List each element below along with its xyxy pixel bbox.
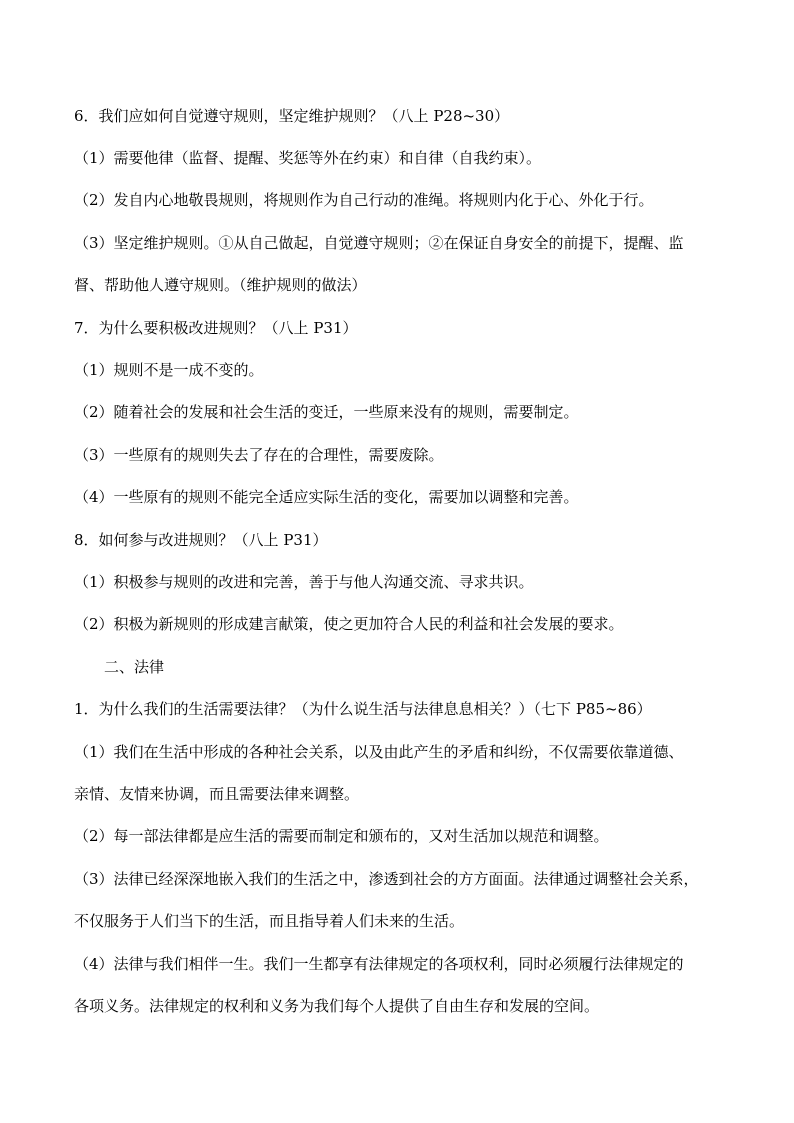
- question-7-answer-4: （4）一些原有的规则不能完全适应实际生活的变化，需要加以调整和完善。: [74, 488, 579, 506]
- question-7-answer-2: （2）随着社会的发展和社会生活的变迁，一些原来没有的规则，需要制定。: [74, 403, 579, 421]
- law-question-1-answer-1-line-2: 亲情、友情来协调，而且需要法律来调整。: [74, 785, 360, 803]
- question-8-answer-2: （2）积极为新规则的形成建言献策，使之更加符合人民的利益和社会发展的要求。: [74, 615, 624, 633]
- question-7-answer-3: （3）一些原有的规则失去了存在的合理性，需要废除。: [74, 446, 444, 464]
- question-8-answer-1: （1）积极参与规则的改进和完善，善于与他人沟通交流、寻求共识。: [74, 573, 534, 591]
- question-6-answer-2: （2）发自内心地敬畏规则，将规则作为自己行动的准绳。将规则内化于心、外化于行。: [74, 191, 654, 209]
- question-6-title: 6．我们应如何自觉遵守规则，坚定维护规则？（八上 P28~30）: [74, 107, 510, 125]
- law-question-1-answer-3-line-2: 不仅服务于人们当下的生活，而且指导着人们未来的生活。: [74, 912, 465, 930]
- question-7-title: 7．为什么要积极改进规则？（八上 P31）: [74, 319, 358, 337]
- section-heading-law: 二、法律: [104, 658, 165, 676]
- law-question-1-title: 1．为什么我们的生活需要法律？（为什么说生活与法律息息相关？）（七下 P85~86）: [74, 700, 652, 718]
- question-6-answer-1: （1）需要他律（监督、提醒、奖惩等外在约束）和自律（自我约束）。: [74, 149, 542, 167]
- law-question-1-answer-3-line-1: （3）法律已经深深地嵌入我们的生活之中，渗透到社会的方方面面。法律通过调整社会关系，: [74, 870, 699, 888]
- question-7-answer-1: （1）规则不是一成不变的。: [74, 361, 264, 379]
- question-6-answer-3-line-2: 督、帮助他人遵守规则。（维护规则的做法）: [74, 276, 367, 294]
- law-question-1-answer-2: （2）每一部法律都是应生活的需要而制定和颁布的，又对生活加以规范和调整。: [74, 827, 609, 845]
- question-8-title: 8．如何参与改进规则？（八上 P31）: [74, 531, 328, 549]
- law-question-1-answer-1-line-1: （1）我们在生活中形成的各种社会关系，以及由此产生的矛盾和纠纷，不仅需要依靠道德、: [74, 743, 684, 761]
- law-question-1-answer-4-line-2: 各项义务。法律规定的权利和义务为我们每个人提供了自由生存和发展的空间。: [74, 997, 600, 1015]
- law-question-1-answer-4-line-1: （4）法律与我们相伴一生。我们一生都享有法律规定的各项权利，同时必须履行法律规定的: [74, 955, 684, 973]
- question-6-answer-3-line-1: （3）坚定维护规则。①从自己做起，自觉遵守规则；②在保证自身安全的前提下，提醒、监: [74, 234, 684, 252]
